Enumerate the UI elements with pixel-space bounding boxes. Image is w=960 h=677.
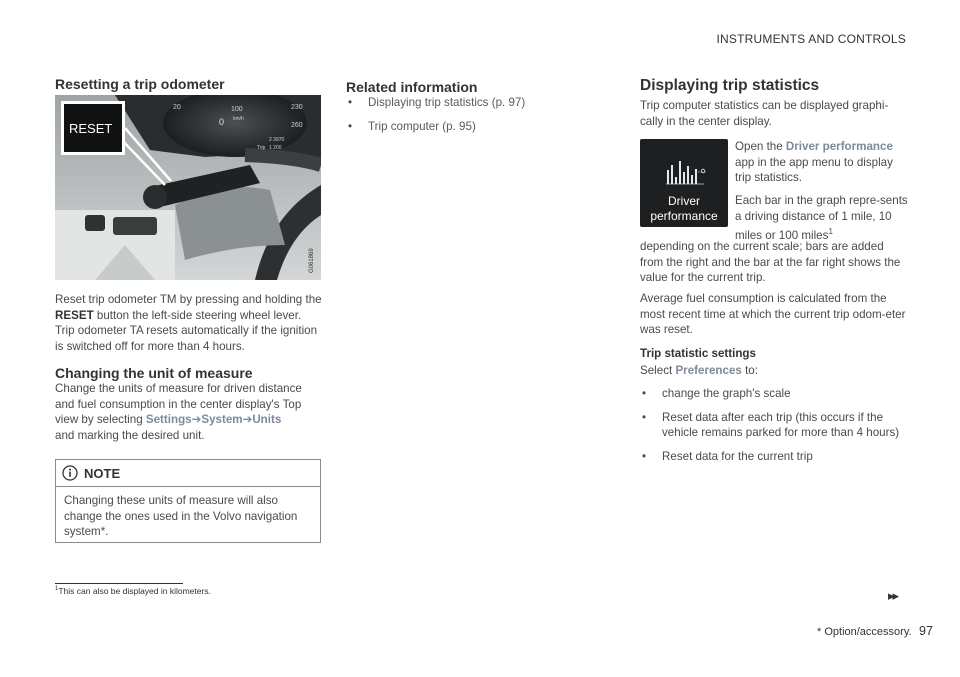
gauge-number: 0 xyxy=(219,117,225,127)
footnote-ref: 1 xyxy=(828,227,833,237)
gauge-number: 230 xyxy=(291,104,303,111)
subsection-title: Changing the unit of measure xyxy=(55,365,253,381)
steering-lever-illustration xyxy=(55,95,321,280)
menu-settings: Settings xyxy=(145,413,192,427)
driver-performance-app-tile xyxy=(640,139,728,227)
reset-text-b: button the left-side steering wheel lever. Trip odometer TA resets automatically if the ignition is switched off for more than 4 hours. xyxy=(55,308,318,353)
scale-paragraph: depending on the current scale; bars are added from the right and the bar at the far right shows the value for the current trip. xyxy=(640,240,901,285)
menu-driver-performance: Driver performance xyxy=(785,140,893,153)
select-preferences: Select Preferences to: xyxy=(640,364,758,377)
section-title: Resetting a trip odometer xyxy=(55,76,225,92)
trip-stats-title: Displaying trip statistics xyxy=(640,77,820,94)
arrow-right-icon: ➔ xyxy=(191,413,202,427)
reset-button-ref: RESET xyxy=(55,308,94,322)
menu-units: Units xyxy=(252,413,282,427)
note-title: NOTE xyxy=(84,465,121,481)
reset-paragraph xyxy=(55,292,323,354)
list-item: • change the graph's scale xyxy=(642,387,791,400)
each-bar-paragraph: Each bar in the graph repre-sents a driving distance of 1 mile, 10 miles or 100 miles$^1$ xyxy=(735,194,908,243)
note-header xyxy=(56,460,320,487)
bar-chart-icon xyxy=(640,139,728,227)
gauge-number: 20 xyxy=(173,104,181,111)
gauge-trip-value: 1 200 xyxy=(269,145,282,151)
reset-button-photo xyxy=(55,95,321,280)
reset-label: RESET xyxy=(69,121,113,136)
next-page-arrows-icon: ▸▸ xyxy=(888,588,898,603)
footnote: $^1$This can also be displayed in kilometers. xyxy=(55,586,211,596)
list-item: • Reset data after each trip (this occurs if the vehicle remains parked for more than 4 hours) xyxy=(642,410,900,440)
photo-code: G061869 xyxy=(309,248,315,273)
trip-stats-intro: Trip computer statistics can be displayed graphi-cally in the center display. xyxy=(640,99,889,128)
related-link[interactable]: • Trip computer (p. 95) xyxy=(348,119,476,133)
running-head: INSTRUMENTS AND CONTROLS xyxy=(716,32,906,46)
avg-fuel-paragraph: Average fuel consumption is calculated from the most recent time at which the current trip odom-eter was reset. xyxy=(640,292,906,337)
units-paragraph xyxy=(55,381,323,443)
related-links xyxy=(346,95,586,142)
info-icon xyxy=(62,465,78,481)
page-number: 97 xyxy=(919,624,933,638)
menu-preferences: Preferences xyxy=(675,364,742,377)
app-label-line1: Driver xyxy=(668,194,700,208)
trip-settings-title: Trip statistic settings xyxy=(640,347,756,360)
related-info-title: Related information xyxy=(346,79,478,95)
units-text-tail: and marking the desired unit. xyxy=(55,428,205,442)
arrow-right-icon: ➔ xyxy=(242,413,253,427)
gauge-number: 100 xyxy=(231,106,243,113)
settings-list xyxy=(640,386,912,472)
option-note: * Option/accessory. xyxy=(817,626,912,638)
note-text: Changing these units of measure will also change the ones used in the Volvo navigation system*. xyxy=(64,494,298,539)
gauge-odometer: 2 3970 xyxy=(269,137,285,143)
related-link[interactable]: • Displaying trip statistics (p. 97) xyxy=(348,96,526,109)
note-box xyxy=(55,459,321,543)
footnote-rule xyxy=(55,583,183,584)
gauge-trip-label: Trip xyxy=(257,145,266,151)
gauge-unit: km/h xyxy=(233,116,244,122)
open-app-paragraph: Open the Driver performance app in the app menu to display trip statistics. xyxy=(735,140,893,185)
reset-text-a: Reset trip odometer TM by pressing and holding the xyxy=(55,293,322,306)
units-text: Change the units of measure for driven distance and fuel consumption in the center display's Top view by selecting xyxy=(55,382,302,427)
gauge-number: 260 xyxy=(291,122,303,129)
menu-system: System xyxy=(201,413,243,427)
app-label-line2: performance xyxy=(650,209,718,223)
list-item: • Reset data for the current trip xyxy=(642,449,813,463)
